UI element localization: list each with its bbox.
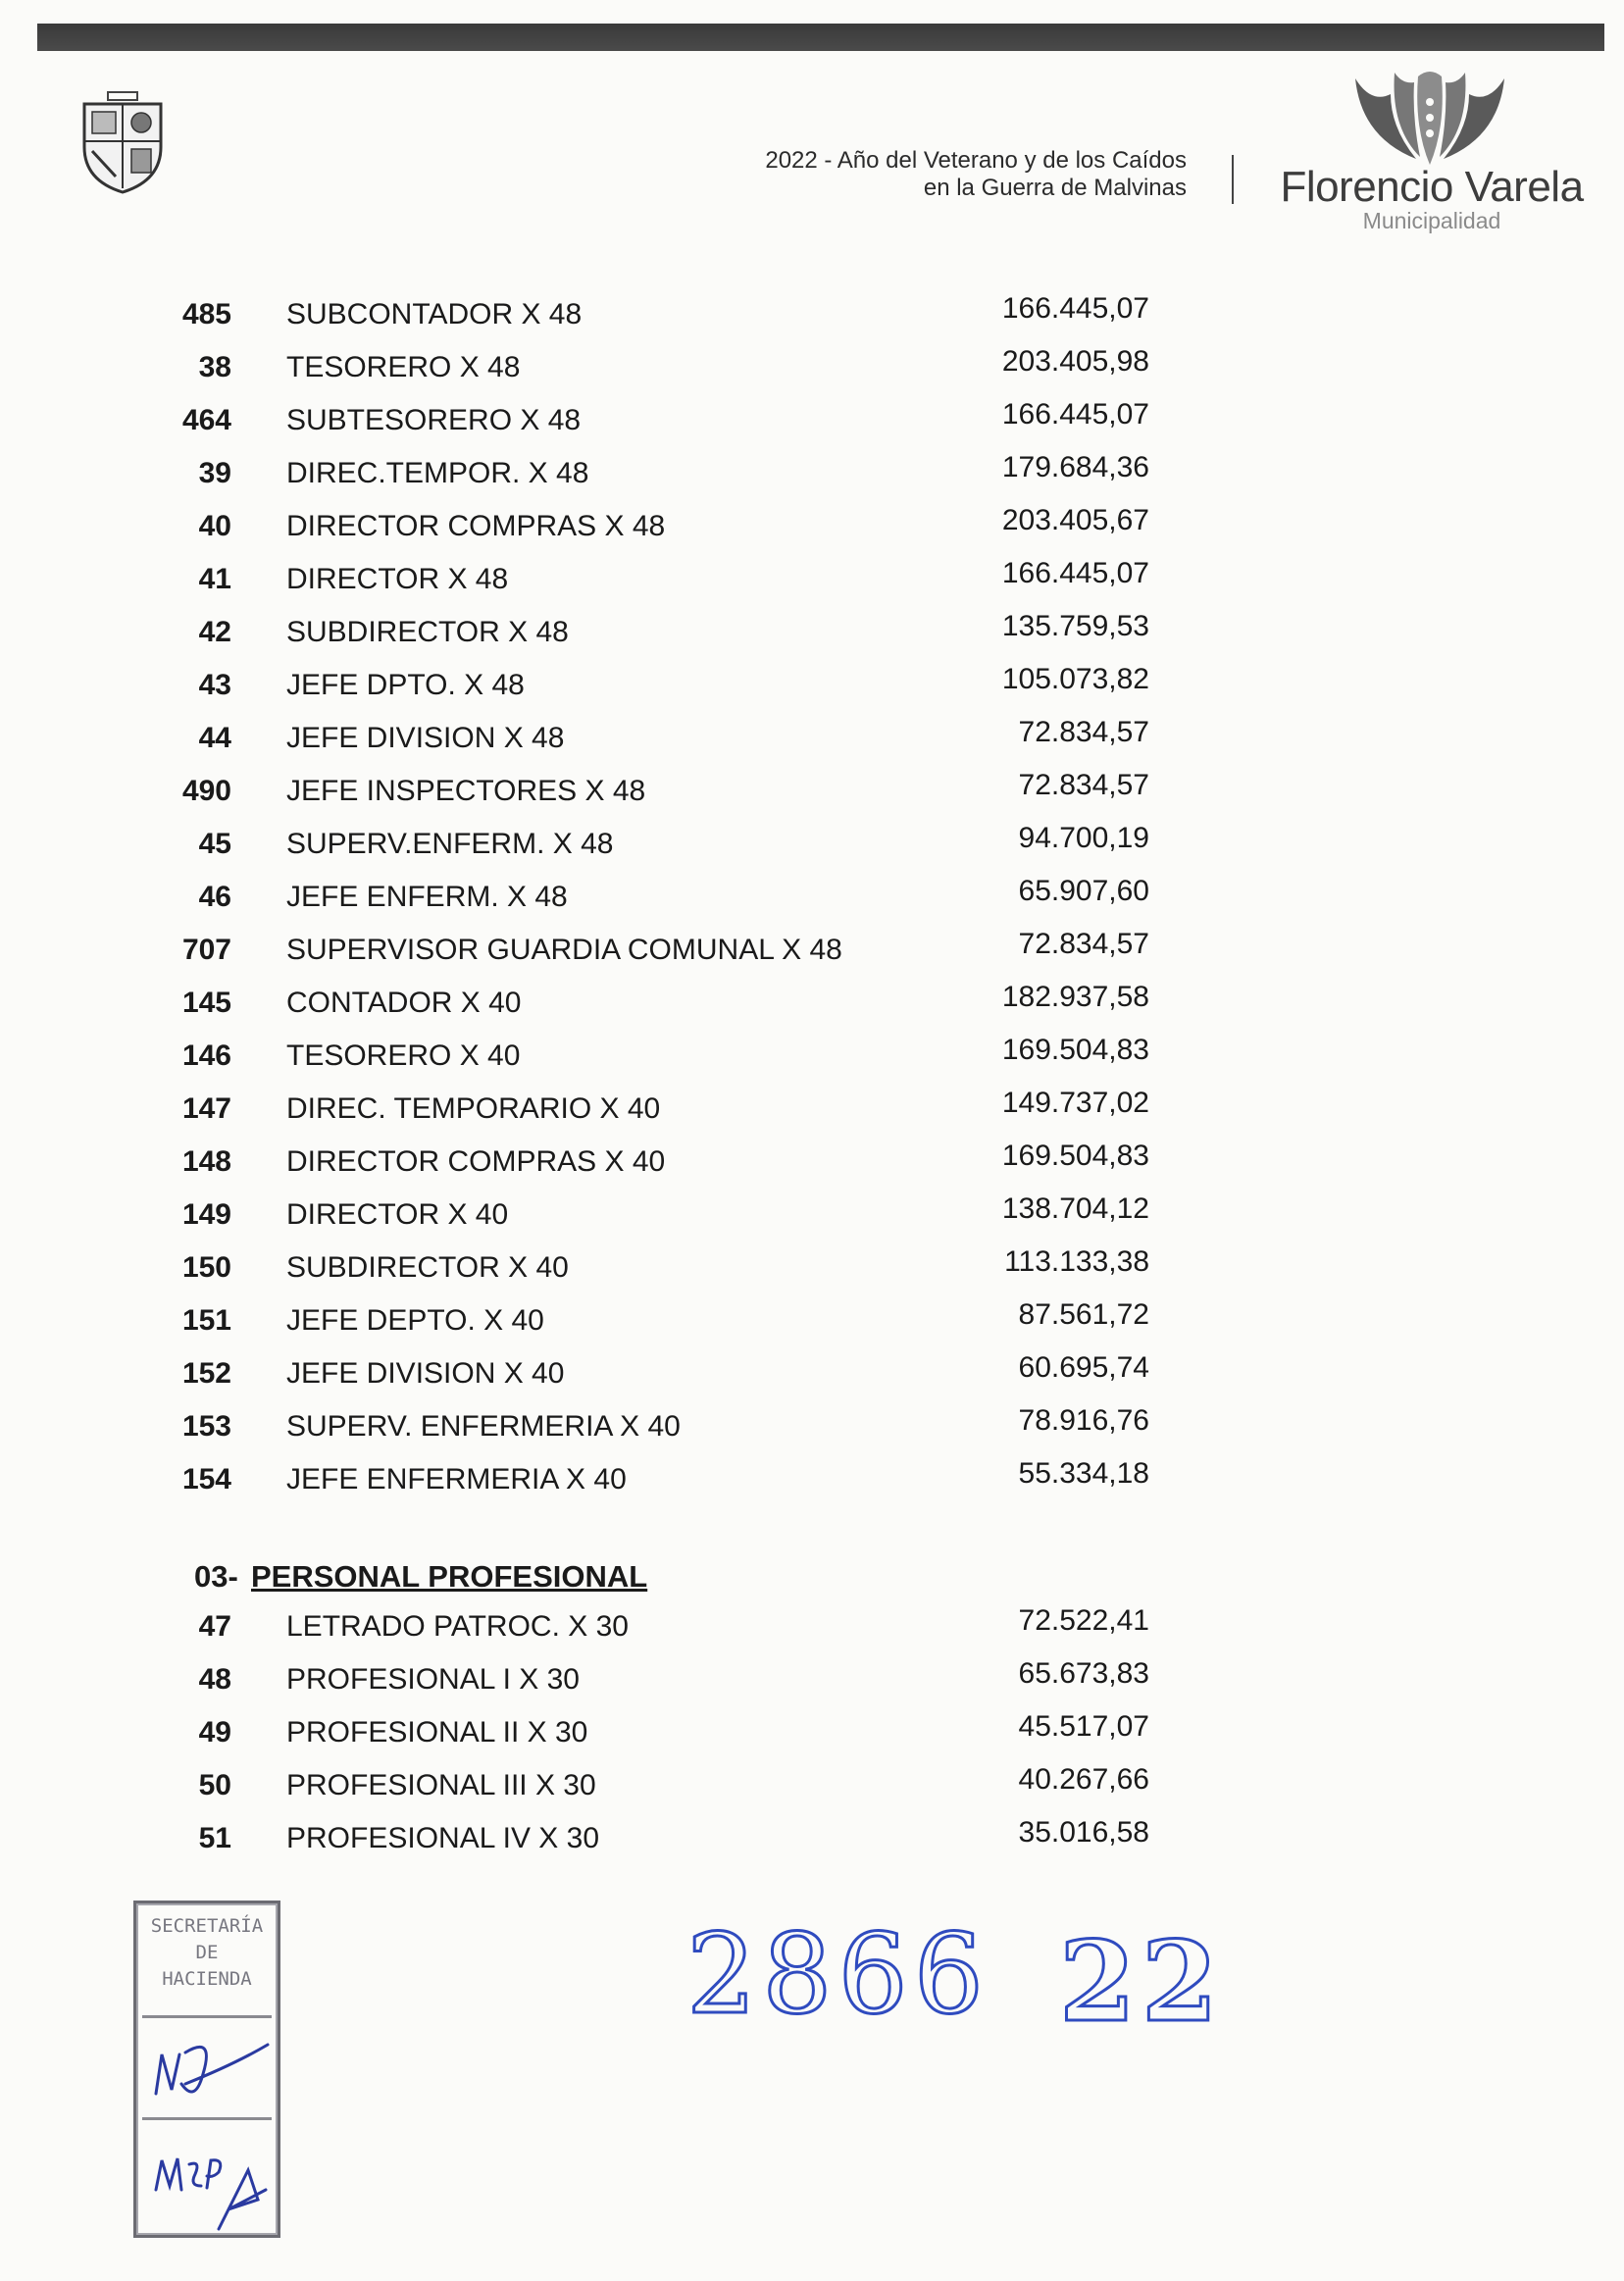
- salary-row: [0, 1602, 1624, 1655]
- salary-amount: 78.916,76: [1018, 1404, 1149, 1437]
- salary-amount: 35.016,58: [1018, 1816, 1149, 1849]
- salary-row: [0, 926, 1624, 979]
- salary-code: 148: [181, 1145, 231, 1178]
- header-divider: [1232, 155, 1234, 204]
- salary-amount: 72.834,57: [1018, 928, 1149, 960]
- salary-table: [0, 290, 1624, 1867]
- salary-row: [0, 1296, 1624, 1349]
- position-description: SUPERV. ENFERMERIA X 40: [286, 1410, 681, 1443]
- salary-row: [0, 1349, 1624, 1402]
- position-description: DIRECTOR COMPRAS X 40: [286, 1145, 666, 1178]
- salary-code: 42: [198, 616, 231, 648]
- stamp-divider: [142, 2015, 272, 2018]
- year-slogan: [588, 147, 1187, 202]
- salary-amount: 72.834,57: [1018, 769, 1149, 801]
- salary-code: 150: [181, 1251, 231, 1284]
- salary-code: 147: [181, 1092, 231, 1125]
- salary-row: [0, 820, 1624, 873]
- salary-row: [0, 1138, 1624, 1191]
- salary-code: 146: [181, 1039, 231, 1072]
- position-description: DIRECTOR COMPRAS X 48: [286, 510, 666, 542]
- position-description: JEFE DIVISION X 48: [286, 722, 565, 754]
- position-description: PROFESIONAL I X 30: [286, 1663, 580, 1696]
- salary-row: [0, 1243, 1624, 1296]
- salary-code: 45: [198, 828, 231, 860]
- document-year: 22: [1059, 1918, 1224, 2040]
- salary-row: [0, 1455, 1624, 1508]
- stamp-line-1: SECRETARÍA: [150, 1915, 264, 1937]
- position-description: DIREC. TEMPORARIO X 40: [286, 1092, 661, 1125]
- salary-amount: 87.561,72: [1018, 1298, 1149, 1331]
- salary-row: [0, 1814, 1624, 1867]
- salary-row: [0, 1191, 1624, 1243]
- salary-amount: 72.834,57: [1018, 716, 1149, 748]
- salary-amount: 72.522,41: [1018, 1604, 1149, 1637]
- position-description: SUPERVISOR GUARDIA COMUNAL X 48: [286, 934, 842, 966]
- salary-amount: 182.937,58: [1001, 981, 1149, 1013]
- stamp-line-3: HACIENDA: [162, 1968, 252, 1990]
- salary-amount: 166.445,07: [1001, 398, 1149, 431]
- salary-row: [0, 1761, 1624, 1814]
- salary-row: [0, 873, 1624, 926]
- salary-rows-group-a: [0, 290, 1624, 1508]
- salary-code: 49: [198, 1716, 231, 1749]
- salary-row: [0, 608, 1624, 661]
- slogan-line-1: 2022 - Año del Veterano y de los Caídos: [765, 147, 1187, 174]
- position-description: SUBDIRECTOR X 48: [286, 616, 569, 648]
- position-description: TESORERO X 40: [286, 1039, 521, 1072]
- salary-code: 490: [181, 775, 231, 807]
- document-number: 2866: [686, 1911, 990, 2039]
- section-header: [0, 1553, 1624, 1602]
- salary-row: [0, 767, 1624, 820]
- salary-amount: 166.445,07: [1001, 292, 1149, 325]
- salary-code: 43: [198, 669, 231, 701]
- salary-amount: 138.704,12: [1001, 1192, 1149, 1225]
- salary-code: 41: [198, 563, 231, 595]
- salary-amount: 105.073,82: [1001, 663, 1149, 695]
- salary-code: 47: [198, 1610, 231, 1643]
- salary-row: [0, 555, 1624, 608]
- section-gap: [0, 1508, 1624, 1553]
- salary-row: [0, 343, 1624, 396]
- stamp-divider: [142, 2117, 272, 2120]
- brand-subtitle: Municipalidad: [1362, 208, 1501, 233]
- salary-row: [0, 1655, 1624, 1708]
- salary-row: [0, 290, 1624, 343]
- salary-code: 145: [181, 987, 231, 1019]
- salary-code: 151: [181, 1304, 231, 1337]
- position-description: DIRECTOR X 40: [286, 1198, 509, 1231]
- document-number-stamp: [686, 1902, 1236, 2040]
- handwritten-signature-1: [146, 2025, 274, 2113]
- position-description: PROFESIONAL IV X 30: [286, 1822, 599, 1854]
- position-description: SUBDIRECTOR X 40: [286, 1251, 569, 1284]
- position-description: CONTADOR X 40: [286, 987, 522, 1019]
- salary-row: [0, 1708, 1624, 1761]
- salary-code: 40: [198, 510, 231, 542]
- salary-row: [0, 714, 1624, 767]
- salary-code: 485: [181, 298, 231, 330]
- salary-amount: 65.907,60: [1018, 875, 1149, 907]
- section-title: PERSONAL PROFESIONAL: [251, 1559, 648, 1594]
- position-description: SUBTESORERO X 48: [286, 404, 582, 436]
- salary-code: 44: [198, 722, 231, 754]
- handwritten-signature-2: [150, 2131, 287, 2239]
- salary-code: 464: [181, 404, 231, 436]
- stamp-line-2: DE: [195, 1942, 219, 1963]
- salary-row: [0, 396, 1624, 449]
- salary-code: 51: [198, 1822, 231, 1854]
- position-description: DIRECTOR X 48: [286, 563, 509, 595]
- position-description: TESORERO X 48: [286, 351, 521, 383]
- salary-amount: 94.700,19: [1018, 822, 1149, 854]
- position-description: JEFE DEPTO. X 40: [286, 1304, 544, 1337]
- salary-amount: 65.673,83: [1018, 1657, 1149, 1690]
- position-description: JEFE ENFERMERIA X 40: [286, 1463, 627, 1495]
- salary-amount: 40.267,66: [1018, 1763, 1149, 1796]
- position-description: JEFE DIVISION X 40: [286, 1357, 565, 1390]
- salary-code: 152: [181, 1357, 231, 1390]
- salary-row: [0, 502, 1624, 555]
- salary-amount: 135.759,53: [1001, 610, 1149, 642]
- salary-amount: 113.133,38: [1004, 1245, 1149, 1278]
- salary-amount: 203.405,67: [1001, 504, 1149, 536]
- position-description: JEFE DPTO. X 48: [286, 669, 525, 701]
- position-description: PROFESIONAL II X 30: [286, 1716, 588, 1749]
- salary-code: 154: [181, 1463, 231, 1495]
- salary-code: 38: [198, 351, 231, 383]
- hacienda-stamp: [133, 1901, 280, 2238]
- position-description: SUPERV.ENFERM. X 48: [286, 828, 614, 860]
- salary-row: [0, 979, 1624, 1032]
- salary-amount: 169.504,83: [1001, 1140, 1149, 1172]
- salary-amount: 45.517,07: [1018, 1710, 1149, 1743]
- salary-rows-group-b: [0, 1602, 1624, 1867]
- salary-row: [0, 449, 1624, 502]
- salary-row: [0, 1085, 1624, 1138]
- salary-amount: 149.737,02: [1001, 1087, 1149, 1119]
- florencio-varela-logo-icon: [1351, 69, 1508, 171]
- salary-amount: 179.684,36: [1001, 451, 1149, 483]
- top-scan-border: [37, 24, 1604, 51]
- municipal-crest-icon: [78, 90, 167, 196]
- position-description: LETRADO PATROC. X 30: [286, 1610, 629, 1643]
- brand-name: Florencio Varela: [1280, 163, 1584, 211]
- salary-amount: 203.405,98: [1001, 345, 1149, 378]
- salary-code: 149: [181, 1198, 231, 1231]
- salary-amount: 169.504,83: [1001, 1034, 1149, 1066]
- salary-amount: 55.334,18: [1018, 1457, 1149, 1490]
- salary-row: [0, 1402, 1624, 1455]
- salary-code: 46: [198, 881, 231, 913]
- salary-amount: 60.695,74: [1018, 1351, 1149, 1384]
- salary-code: 50: [198, 1769, 231, 1801]
- salary-row: [0, 1032, 1624, 1085]
- section-number: 03-: [194, 1559, 238, 1594]
- salary-code: 153: [181, 1410, 231, 1443]
- position-description: JEFE INSPECTORES X 48: [286, 775, 646, 807]
- salary-code: 48: [198, 1663, 231, 1696]
- salary-code: 39: [198, 457, 231, 489]
- salary-code: 707: [181, 934, 231, 966]
- position-description: PROFESIONAL III X 30: [286, 1769, 596, 1801]
- salary-row: [0, 661, 1624, 714]
- position-description: SUBCONTADOR X 48: [286, 298, 583, 330]
- slogan-line-2: en la Guerra de Malvinas: [923, 175, 1187, 201]
- position-description: DIREC.TEMPOR. X 48: [286, 457, 589, 489]
- salary-amount: 166.445,07: [1001, 557, 1149, 589]
- position-description: JEFE ENFERM. X 48: [286, 881, 568, 913]
